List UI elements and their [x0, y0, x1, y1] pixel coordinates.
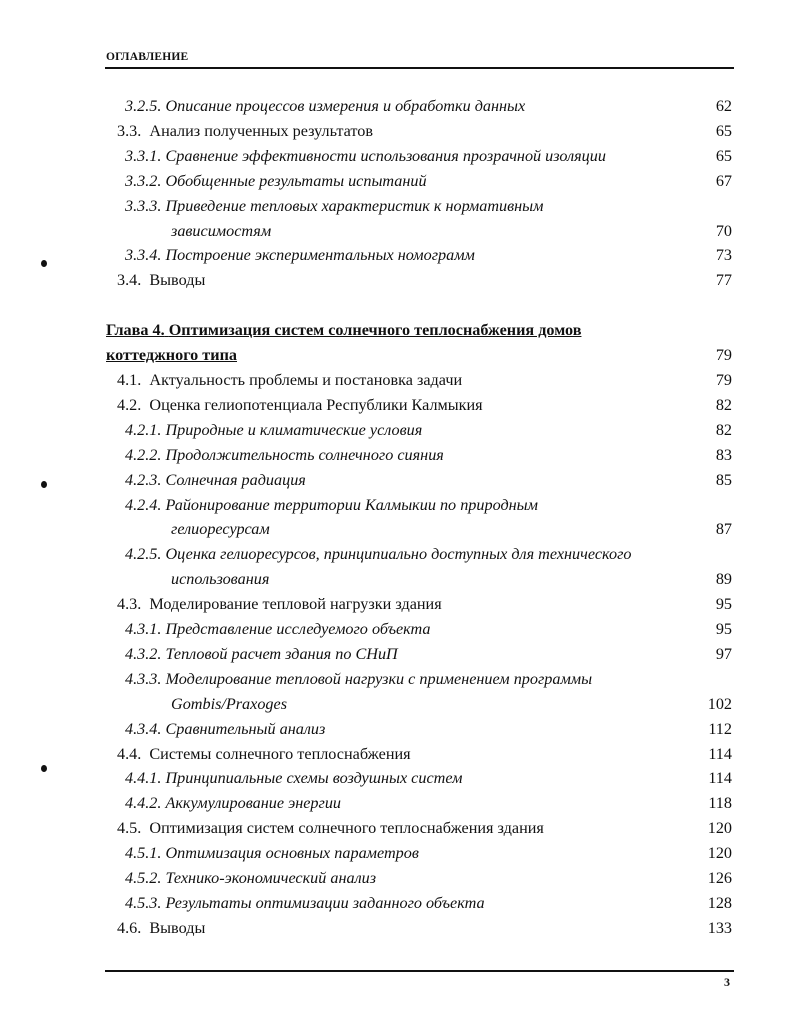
toc-entry-continuation: гелиоресурсам [171, 520, 270, 539]
toc-page-number: 89 [715, 570, 732, 589]
toc-entry-number: 4.3. [117, 595, 142, 614]
toc-entry [125, 169, 732, 194]
toc-entry [106, 318, 732, 343]
toc-entry [117, 742, 732, 767]
toc-entry [125, 194, 732, 219]
page-number: 3 [724, 975, 730, 989]
toc-page-number: 82 [715, 395, 732, 414]
toc-page-number: 120 [707, 819, 732, 838]
toc-entry [125, 144, 732, 169]
toc-page-number: 83 [715, 445, 732, 464]
toc-entry [117, 368, 732, 393]
toc-page-number: 87 [715, 520, 732, 539]
toc-entry-number: 4.2. [117, 395, 142, 414]
toc-page-number: 128 [707, 893, 732, 912]
toc-entry [117, 119, 732, 144]
toc-entry-title: Оптимизация основных параметров [165, 844, 419, 863]
toc-entry [171, 219, 732, 244]
toc-page-number: 65 [715, 121, 732, 140]
toc-entry [171, 567, 732, 592]
toc-entry-title: Оптимизация систем солнечного теплоснабжения домов [168, 321, 582, 340]
toc-entry-number: 4.2.4. [125, 495, 162, 514]
toc-page-number: 95 [715, 620, 732, 638]
page-header-title: ОГЛАВЛЕНИЕ [106, 51, 189, 63]
toc-entry-number: 4.2.3. [125, 470, 162, 489]
toc-page-number: 95 [715, 595, 732, 614]
toc-entry [125, 468, 732, 493]
toc-entry-number: 4.4.2. [125, 794, 162, 813]
toc-entry-number: 4.6. [117, 918, 142, 937]
toc-entry-continuation: коттеджного типа [106, 346, 238, 365]
header-rule [105, 67, 734, 69]
toc-entry [125, 766, 732, 791]
toc-entry-title: Технико-экономический анализ [165, 869, 377, 887]
toc-page-number: 97 [715, 644, 732, 663]
toc-page-number: 133 [707, 918, 732, 937]
toc-entry [125, 443, 732, 468]
toc-entry-number: 4.3.1. [125, 620, 162, 638]
toc-page-number: 79 [715, 371, 732, 389]
toc-entry [106, 343, 732, 368]
toc-entry-number: 3.2.5. [125, 97, 162, 115]
punch-hole-mark [41, 260, 47, 267]
toc-entry-title: Природные и климатические условия [165, 420, 423, 439]
toc-page-number: 77 [715, 271, 732, 290]
toc-entry-number: 4.4. [117, 744, 142, 763]
toc-page-number: 82 [715, 420, 732, 439]
punch-hole-mark [41, 765, 47, 772]
toc-entry-title: Результаты оптимизации заданного объекта [165, 893, 485, 912]
toc-entry-title: Оценка гелиоресурсов, принципиально доступных для технического [165, 545, 632, 564]
toc-page-number: 112 [708, 719, 732, 738]
toc-entry [171, 517, 732, 542]
toc-entry-number: 3.3.4. [125, 246, 162, 265]
toc-entry-continuation: Gombis/Praxoges [171, 694, 287, 713]
toc-entry-title: Описание процессов измерения и обработки данных [165, 97, 526, 115]
toc-entry-continuation: зависимостям [171, 221, 272, 240]
toc-page-number: 114 [708, 744, 732, 763]
toc-entry [125, 891, 732, 916]
toc-entry-number: 3.4. [117, 271, 142, 290]
toc-page-number: 120 [707, 844, 732, 863]
toc-entry [125, 791, 732, 816]
toc-entry-number: 4.1. [117, 371, 142, 389]
toc-entry-number: 3.3.1. [125, 146, 162, 165]
toc-entry-title: Моделирование тепловой нагрузки с применением программы [165, 669, 593, 688]
toc-entry-title: Актуальность проблемы и постановка задачи [149, 371, 463, 389]
toc-entry-title: Обобщенные результаты испытаний [165, 171, 427, 190]
toc-entry-title: Моделирование тепловой нагрузки здания [149, 595, 442, 614]
toc-entry-title: Анализ полученных результатов [149, 121, 374, 140]
toc-entry-title: Построение экспериментальных номограмм [165, 246, 475, 265]
punch-hole-mark [41, 481, 47, 488]
toc-entry-continuation: использования [171, 570, 270, 589]
toc-page-number: 118 [708, 794, 732, 813]
toc-page-number: 73 [715, 246, 732, 265]
toc-entry [125, 717, 732, 742]
toc-entry [125, 841, 732, 866]
footer-rule [105, 970, 734, 972]
toc-entry-title: Солнечная радиация [165, 470, 306, 489]
toc-page-number: 114 [708, 769, 732, 788]
toc-entry-number: 4.4.1. [125, 769, 162, 788]
toc-page-number: 102 [707, 694, 732, 713]
toc-entry-number: 4.3.2. [125, 644, 162, 663]
toc-entry [117, 592, 732, 617]
toc-entry-number: 4.3.3. [125, 669, 162, 688]
toc-entry-number: 3.3.3. [125, 196, 162, 215]
toc-entry [117, 268, 732, 293]
toc-entry [125, 866, 732, 891]
toc-entry-title: Приведение тепловых характеристик к нормативным [165, 196, 544, 215]
toc-entry-number: 4.3.4. [125, 719, 162, 738]
toc-entry-number: 4.2.2. [125, 445, 162, 464]
toc-page-number: 70 [715, 221, 732, 240]
toc-entry [125, 94, 732, 119]
toc-entry-title: Аккумулирование энергии [165, 794, 342, 813]
toc-entry [117, 916, 732, 941]
toc-entry-title: Выводы [149, 918, 206, 937]
toc-entry [125, 617, 732, 642]
toc-entry-title: Системы солнечного теплоснабжения [149, 744, 411, 763]
toc-entry-title: Представление исследуемого объекта [165, 620, 431, 638]
toc-entry [117, 393, 732, 418]
toc-entry-title: Районирование территории Калмыкии по природным [165, 495, 538, 514]
toc-entry [125, 243, 732, 268]
toc-entry [125, 667, 732, 692]
toc-entry-title: Оценка гелиопотенциала Республики Калмыкия [149, 395, 483, 414]
toc-entry-title: Выводы [149, 271, 206, 290]
toc-entry-number: 3.3.2. [125, 171, 162, 190]
toc-entry-number: 4.2.5. [125, 545, 162, 564]
toc-page-number: 62 [715, 97, 732, 115]
toc-entry-number: 4.2.1. [125, 420, 162, 439]
toc-page-number: 67 [715, 171, 732, 190]
toc-entry [117, 816, 732, 841]
toc-entry [125, 493, 732, 518]
toc-entry-number: 3.3. [117, 121, 142, 140]
toc-entry-number: 4.5.3. [125, 893, 162, 912]
toc-entry [125, 642, 732, 667]
toc-entry-title: Сравнение эффективности использования прозрачной изоляции [165, 146, 606, 165]
toc-entry-title: Тепловой расчет здания по СНиП [165, 644, 398, 663]
toc-entry-number: 4.5. [117, 819, 142, 838]
toc-entry-number: Глава 4. [106, 321, 165, 340]
toc-entry-title: Оптимизация систем солнечного теплоснабжения здания [149, 819, 544, 838]
toc-entry-title: Сравнительный анализ [165, 719, 326, 738]
toc-entry-number: 4.5.2. [125, 869, 162, 887]
toc-entry [171, 692, 732, 717]
toc-entry [125, 418, 732, 443]
toc-entry-number: 4.5.1. [125, 844, 162, 863]
toc-entry-title: Продолжительность солнечного сияния [165, 445, 444, 464]
toc-entry [125, 542, 732, 567]
toc-page-number: 79 [715, 346, 732, 365]
toc-page-number: 85 [715, 470, 732, 489]
toc-page-number: 126 [707, 869, 732, 887]
toc-page-number: 65 [715, 146, 732, 165]
toc-entry-title: Принципиальные схемы воздушных систем [165, 769, 463, 788]
